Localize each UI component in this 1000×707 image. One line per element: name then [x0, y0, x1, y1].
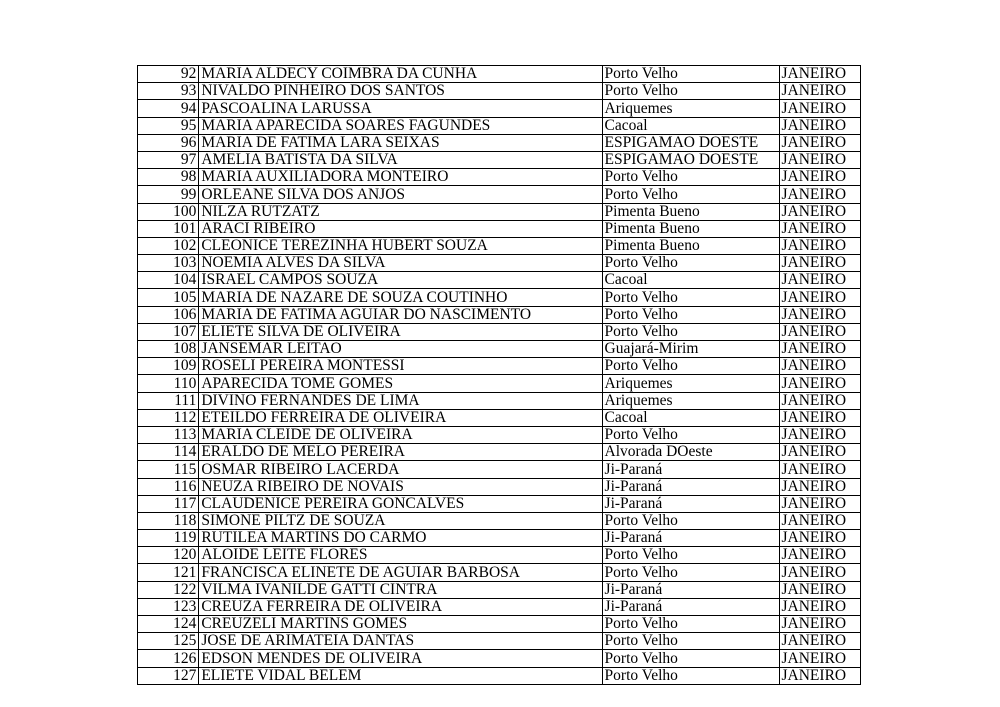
row-number: 123	[138, 598, 199, 615]
table-row	[138, 272, 861, 289]
table-row	[138, 392, 861, 409]
table-row	[138, 444, 861, 461]
row-number: 101	[138, 220, 199, 237]
person-name: ROSELI PEREIRA MONTESSI	[199, 358, 602, 375]
row-number: 121	[138, 564, 199, 581]
person-name: NIVALDO PINHEIRO DOS SANTOS	[199, 83, 602, 100]
row-number: 92	[138, 66, 199, 83]
city-name: Porto Velho	[602, 306, 779, 323]
person-name: ELIETE VIDAL BELEM	[199, 667, 602, 684]
person-name: ARACI RIBEIRO	[199, 220, 602, 237]
city-name: Ji-Paraná	[602, 581, 779, 598]
city-name: Pimenta Bueno	[602, 237, 779, 254]
row-number: 94	[138, 100, 199, 117]
row-number: 99	[138, 186, 199, 203]
city-name: Ji-Paraná	[602, 461, 779, 478]
person-name: ALOIDE LEITE FLORES	[199, 547, 602, 564]
table-row	[138, 478, 861, 495]
city-name: Ji-Paraná	[602, 530, 779, 547]
roster-table	[137, 65, 861, 685]
person-name: ELIETE SILVA DE OLIVEIRA	[199, 323, 602, 340]
month-name: JANEIRO	[779, 83, 860, 100]
table-row	[138, 186, 861, 203]
city-name: Porto Velho	[602, 633, 779, 650]
person-name: ISRAEL CAMPOS SOUZA	[199, 272, 602, 289]
person-name: NEUZA RIBEIRO DE NOVAIS	[199, 478, 602, 495]
month-name: JANEIRO	[779, 444, 860, 461]
table-row	[138, 598, 861, 615]
month-name: JANEIRO	[779, 289, 860, 306]
person-name: MARIA DE FATIMA LARA SEIXAS	[199, 134, 602, 151]
row-number: 104	[138, 272, 199, 289]
row-number: 107	[138, 323, 199, 340]
city-name: Porto Velho	[602, 83, 779, 100]
table-row	[138, 66, 861, 83]
city-name: Ariquemes	[602, 392, 779, 409]
month-name: JANEIRO	[779, 633, 860, 650]
person-name: VILMA IVANILDE GATTI CINTRA	[199, 581, 602, 598]
month-name: JANEIRO	[779, 512, 860, 529]
person-name: FRANCISCA ELINETE DE AGUIAR BARBOSA	[199, 564, 602, 581]
table-row	[138, 341, 861, 358]
month-name: JANEIRO	[779, 151, 860, 168]
row-number: 125	[138, 633, 199, 650]
row-number: 117	[138, 495, 199, 512]
table-row	[138, 530, 861, 547]
row-number: 119	[138, 530, 199, 547]
table-row	[138, 289, 861, 306]
table-row	[138, 255, 861, 272]
table-row	[138, 512, 861, 529]
table-row	[138, 237, 861, 254]
row-number: 103	[138, 255, 199, 272]
month-name: JANEIRO	[779, 547, 860, 564]
month-name: JANEIRO	[779, 117, 860, 134]
month-name: JANEIRO	[779, 186, 860, 203]
month-name: JANEIRO	[779, 203, 860, 220]
person-name: JOSE DE ARIMATEIA DANTAS	[199, 633, 602, 650]
row-number: 118	[138, 512, 199, 529]
city-name: Pimenta Bueno	[602, 203, 779, 220]
table-row	[138, 100, 861, 117]
person-name: EDSON MENDES DE OLIVEIRA	[199, 650, 602, 667]
table-row	[138, 650, 861, 667]
person-name: CLAUDENICE PEREIRA GONCALVES	[199, 495, 602, 512]
person-name: CREUZELI MARTINS GOMES	[199, 616, 602, 633]
person-name: MARIA DE NAZARE DE SOUZA COUTINHO	[199, 289, 602, 306]
city-name: Porto Velho	[602, 650, 779, 667]
city-name: Porto Velho	[602, 255, 779, 272]
table-row	[138, 633, 861, 650]
row-number: 98	[138, 169, 199, 186]
row-number: 113	[138, 426, 199, 443]
month-name: JANEIRO	[779, 255, 860, 272]
month-name: JANEIRO	[779, 169, 860, 186]
city-name: Porto Velho	[602, 169, 779, 186]
row-number: 122	[138, 581, 199, 598]
row-number: 112	[138, 409, 199, 426]
month-name: JANEIRO	[779, 461, 860, 478]
table-row	[138, 117, 861, 134]
person-name: DIVINO FERNANDES DE LIMA	[199, 392, 602, 409]
city-name: Porto Velho	[602, 426, 779, 443]
row-number: 96	[138, 134, 199, 151]
person-name: CREUZA FERREIRA DE OLIVEIRA	[199, 598, 602, 615]
row-number: 106	[138, 306, 199, 323]
person-name: NOEMIA ALVES DA SILVA	[199, 255, 602, 272]
city-name: Alvorada DOeste	[602, 444, 779, 461]
row-number: 100	[138, 203, 199, 220]
month-name: JANEIRO	[779, 392, 860, 409]
month-name: JANEIRO	[779, 341, 860, 358]
month-name: JANEIRO	[779, 306, 860, 323]
table-row	[138, 134, 861, 151]
table-row	[138, 323, 861, 340]
row-number: 120	[138, 547, 199, 564]
row-number: 93	[138, 83, 199, 100]
person-name: AMELIA BATISTA DA SILVA	[199, 151, 602, 168]
person-name: ORLEANE SILVA DOS ANJOS	[199, 186, 602, 203]
table-row	[138, 564, 861, 581]
city-name: Cacoal	[602, 117, 779, 134]
table-row	[138, 667, 861, 684]
month-name: JANEIRO	[779, 220, 860, 237]
person-name: SIMONE PILTZ DE SOUZA	[199, 512, 602, 529]
table-row	[138, 581, 861, 598]
person-name: OSMAR RIBEIRO LACERDA	[199, 461, 602, 478]
city-name: Cacoal	[602, 409, 779, 426]
row-number: 108	[138, 341, 199, 358]
table-row	[138, 461, 861, 478]
person-name: MARIA APARECIDA SOARES FAGUNDES	[199, 117, 602, 134]
table-row	[138, 358, 861, 375]
month-name: JANEIRO	[779, 495, 860, 512]
table-row	[138, 409, 861, 426]
table-row	[138, 151, 861, 168]
month-name: JANEIRO	[779, 323, 860, 340]
table-row	[138, 83, 861, 100]
city-name: Guajará-Mirim	[602, 341, 779, 358]
person-name: JANSEMAR LEITAO	[199, 341, 602, 358]
row-number: 127	[138, 667, 199, 684]
month-name: JANEIRO	[779, 358, 860, 375]
month-name: JANEIRO	[779, 134, 860, 151]
person-name: ERALDO DE MELO PEREIRA	[199, 444, 602, 461]
row-number: 105	[138, 289, 199, 306]
city-name: Cacoal	[602, 272, 779, 289]
month-name: JANEIRO	[779, 598, 860, 615]
month-name: JANEIRO	[779, 650, 860, 667]
month-name: JANEIRO	[779, 581, 860, 598]
row-number: 116	[138, 478, 199, 495]
month-name: JANEIRO	[779, 100, 860, 117]
table-row	[138, 426, 861, 443]
row-number: 110	[138, 375, 199, 392]
table-row	[138, 616, 861, 633]
table-row	[138, 375, 861, 392]
city-name: Porto Velho	[602, 66, 779, 83]
row-number: 126	[138, 650, 199, 667]
city-name: Ariquemes	[602, 375, 779, 392]
city-name: Porto Velho	[602, 358, 779, 375]
month-name: JANEIRO	[779, 426, 860, 443]
city-name: Porto Velho	[602, 289, 779, 306]
person-name: CLEONICE TEREZINHA HUBERT SOUZA	[199, 237, 602, 254]
city-name: Porto Velho	[602, 547, 779, 564]
city-name: Porto Velho	[602, 323, 779, 340]
month-name: JANEIRO	[779, 409, 860, 426]
city-name: Porto Velho	[602, 667, 779, 684]
person-name: PASCOALINA LARUSSA	[199, 100, 602, 117]
row-number: 97	[138, 151, 199, 168]
person-name: APARECIDA TOME GOMES	[199, 375, 602, 392]
person-name: MARIA CLEIDE DE OLIVEIRA	[199, 426, 602, 443]
city-name: Ji-Paraná	[602, 598, 779, 615]
city-name: Ariquemes	[602, 100, 779, 117]
person-name: NILZA RUTZATZ	[199, 203, 602, 220]
month-name: JANEIRO	[779, 272, 860, 289]
month-name: JANEIRO	[779, 564, 860, 581]
city-name: Pimenta Bueno	[602, 220, 779, 237]
month-name: JANEIRO	[779, 667, 860, 684]
person-name: MARIA ALDECY COIMBRA DA CUNHA	[199, 66, 602, 83]
person-name: MARIA DE FATIMA AGUIAR DO NASCIMENTO	[199, 306, 602, 323]
month-name: JANEIRO	[779, 616, 860, 633]
city-name: Ji-Paraná	[602, 495, 779, 512]
person-name: MARIA AUXILIADORA MONTEIRO	[199, 169, 602, 186]
city-name: ESPIGAMAO DOESTE	[602, 134, 779, 151]
row-number: 95	[138, 117, 199, 134]
table-row	[138, 169, 861, 186]
city-name: Ji-Paraná	[602, 478, 779, 495]
month-name: JANEIRO	[779, 66, 860, 83]
table-row	[138, 220, 861, 237]
month-name: JANEIRO	[779, 237, 860, 254]
table-row	[138, 547, 861, 564]
row-number: 124	[138, 616, 199, 633]
city-name: Porto Velho	[602, 186, 779, 203]
row-number: 115	[138, 461, 199, 478]
row-number: 109	[138, 358, 199, 375]
month-name: JANEIRO	[779, 478, 860, 495]
city-name: Porto Velho	[602, 616, 779, 633]
table-row	[138, 203, 861, 220]
month-name: JANEIRO	[779, 375, 860, 392]
person-name: ETEILDO FERREIRA DE OLIVEIRA	[199, 409, 602, 426]
city-name: Porto Velho	[602, 564, 779, 581]
city-name: Porto Velho	[602, 512, 779, 529]
month-name: JANEIRO	[779, 530, 860, 547]
city-name: ESPIGAMAO DOESTE	[602, 151, 779, 168]
row-number: 114	[138, 444, 199, 461]
table-row	[138, 306, 861, 323]
row-number: 111	[138, 392, 199, 409]
table-row	[138, 495, 861, 512]
row-number: 102	[138, 237, 199, 254]
roster-table-body	[138, 66, 861, 685]
person-name: RUTILEA MARTINS DO CARMO	[199, 530, 602, 547]
